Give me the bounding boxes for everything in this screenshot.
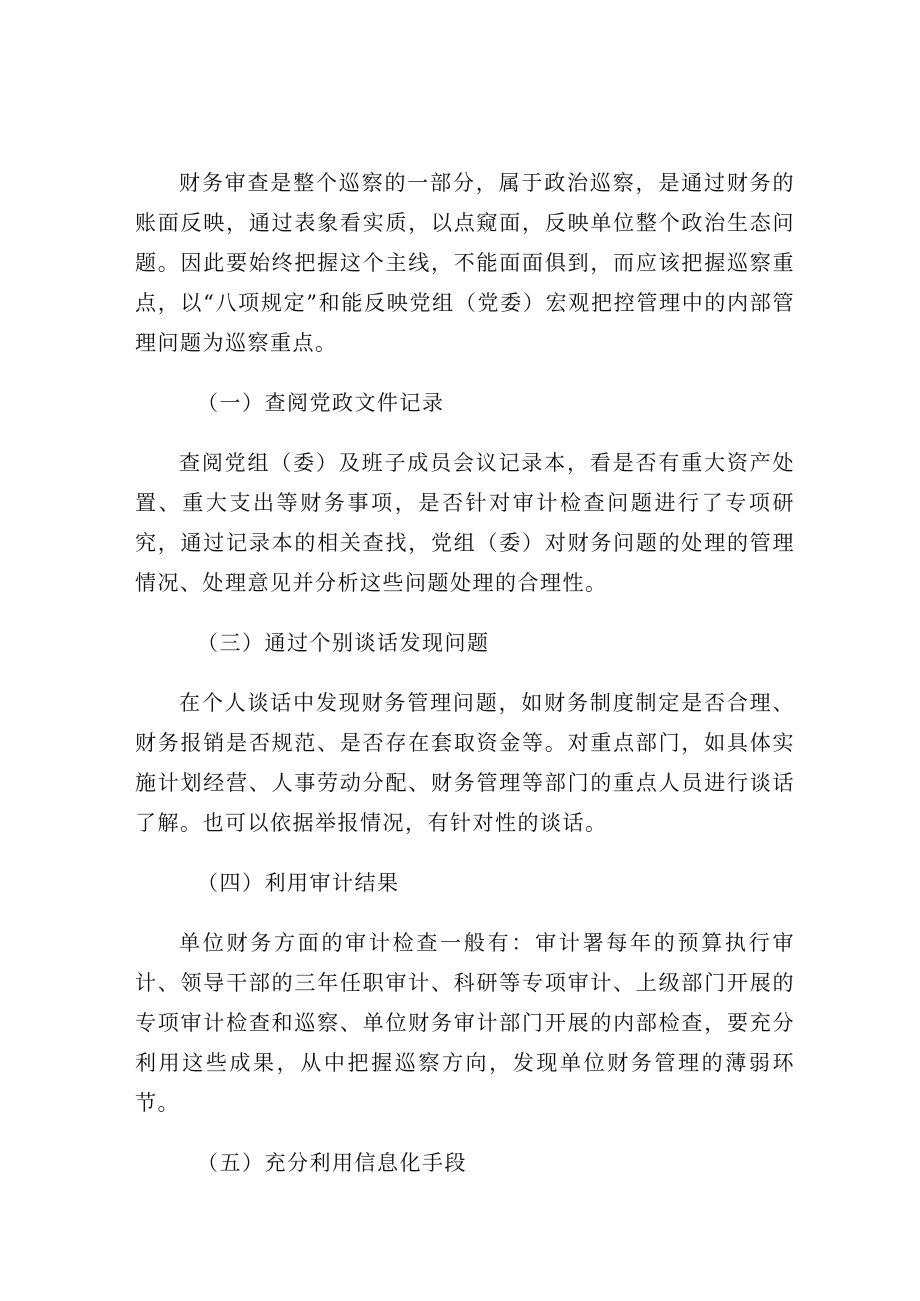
section-heading-1: （一）查阅党政文件记录 (197, 391, 445, 415)
paragraph-interviews: 在个人谈话中发现财务管理问题，如财务制度制定是否合理、财务报销是否规范、是否存在套取资金等。对重点部门，如具体实施计划经营、人事劳动分配、财务管理等部门的重点人员进行谈话了解。也可以依据举报情况，有针对性的谈话。 (135, 691, 795, 835)
paragraph-party-records: 查阅党组（委）及班子成员会议记录本，看是否有重大资产处置、重大支出等财务事项，是否针对审计检查问题进行了专项研究，通过记录本的相关查找，党组（委）对财务问题的处理的管理情况、处理意见并分析这些问题处理的合理性。 (135, 451, 795, 595)
section-heading-3: （三）通过个别谈话发现问题 (197, 631, 490, 655)
document-body (135, 163, 795, 1203)
section-heading-4: （四）利用审计结果 (197, 871, 400, 895)
paragraph-audit-results: 单位财务方面的审计检查一般有：审计署每年的预算执行审计、领导干部的三年任职审计、科研等专项审计、上级部门开展的专项审计检查和巡察、单位财务审计部门开展的内部检查，要充分利用这些成果，从中把握巡察方向，发现单位财务管理的薄弱环节。 (135, 931, 795, 1115)
paragraph-intro: 财务审查是整个巡察的一部分，属于政治巡察，是通过财务的账面反映，通过表象看实质，以点窥面，反映单位整个政治生态问题。因此要始终把握这个主线，不能面面俱到，而应该把握巡察重点，以“八项规定”和能反映党组（党委）宏观把控管理中的内部管理问题为巡察重点。 (135, 171, 795, 355)
section-heading-5: （五）充分利用信息化手段 (197, 1151, 467, 1175)
